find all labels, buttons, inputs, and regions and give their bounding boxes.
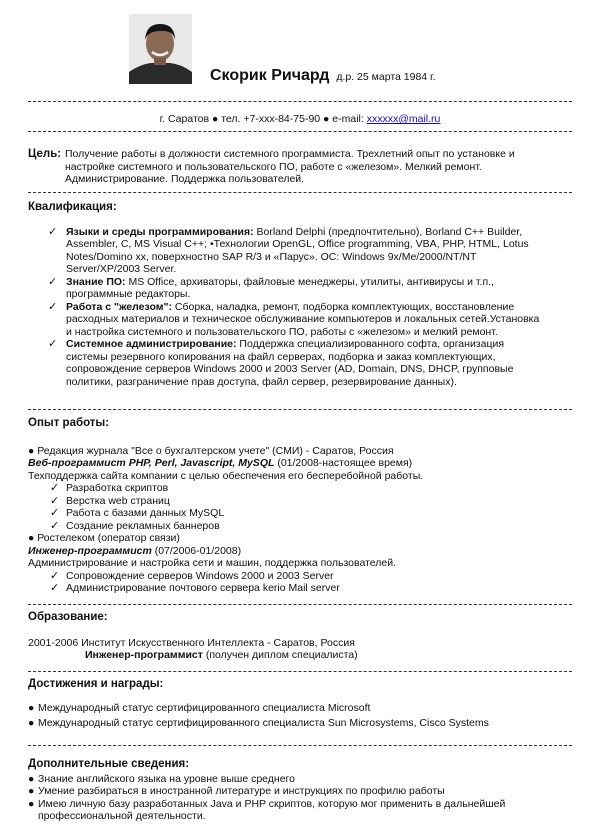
list-item (28, 702, 548, 715)
checkmark-icon: ✓ (50, 569, 60, 582)
list-item (28, 773, 548, 786)
task-text: Сопровождение серверов Windows 2000 и 2003 Server (66, 569, 334, 582)
list-item (28, 520, 548, 533)
education-note: (получен диплом специалиста) (202, 649, 358, 661)
task-text: Создание рекламных баннеров (66, 519, 220, 532)
item-label: Знание ПО: (66, 275, 126, 288)
job-entry (28, 445, 548, 533)
list-item (28, 338, 548, 388)
bullet-icon: ● (28, 701, 35, 714)
list-item (28, 785, 548, 798)
divider (28, 671, 572, 672)
item-text: Имею личную базу разработанных Java и PHP скриптов, которую мог применить в дальнейшей профессиональной деятельности. (38, 797, 506, 822)
task-text: Разработка скриптов (66, 482, 169, 494)
objective-section (28, 148, 548, 186)
job-tasks (28, 482, 548, 532)
list-item (28, 495, 548, 508)
task-text: Администрирование почтового сервера kerio Mail server (66, 582, 340, 594)
checkmark-icon: ✓ (50, 482, 60, 494)
job-entry (28, 532, 548, 595)
qualification-section (28, 201, 548, 388)
list-item (28, 301, 548, 339)
additional-section (28, 758, 548, 823)
bullet-icon: ● (28, 785, 35, 797)
additional-list (28, 773, 548, 823)
item-label: Языки и среды программирования: (66, 225, 254, 238)
job-company: ● Ростелеком (оператор связи) (28, 532, 180, 544)
item-label: Работа с "железом": (66, 300, 172, 313)
bullet-icon: ● (28, 772, 35, 785)
qualification-title: Квалификация: (28, 201, 117, 213)
experience-section (28, 417, 548, 595)
divider (28, 101, 572, 102)
item-text: Поддержка специализированного софта, организация системы резервного копирования на файл серверах, подборка и заказ комплектующих, сопровождение серверов Windows 2000 и 2003 Server (AD, Domain, DNS, DHCP, групповые политики, разграничение прав доступа, файл сервер, резервирование данных). (66, 338, 514, 388)
full-name: Скорик Ричард (210, 67, 330, 84)
item-text: MS Office, архиваторы, файловые менеджеры, утилиты, антивирусы и т.п., программные редакторы. (66, 275, 494, 300)
education-title: Образование: (28, 611, 108, 623)
list-item (28, 507, 548, 520)
task-text: Верстка web страниц (66, 494, 170, 507)
achievements-list (28, 702, 548, 730)
list-item (28, 482, 548, 495)
contacts-text: г. Саратов ● тел. +7-xxx-84-75-90 ● e-mail: (159, 113, 367, 125)
checkmark-icon: ✓ (48, 275, 58, 288)
job-description: Администрирование и настройка сети и машин, поддержка пользователей. (28, 557, 397, 569)
job-description: Техподдержка сайта компании с целью обеспечения его бесперебойной работы. (28, 469, 424, 482)
divider (28, 409, 572, 410)
job-position: Веб-программист PHP, Perl, Javascript, MySQL (28, 457, 275, 469)
education-degree: Инженер-программист (85, 649, 203, 661)
item-label: Системное администрирование: (66, 338, 237, 350)
contacts-line (0, 113, 600, 126)
item-text: Borland Delphi (предпочтительно), Borland C++ Builder, Assembler, C, MS Visual C++; •Технологии OpenGL, Office programming, VBA, PHP, HTML, Lotus Notes/Domino xx, поверхностно SAP R/3 и «Парус». ОС: Windows 9x/Me/2000/NT/NT Server/XP/2003 Server. (66, 225, 529, 275)
checkmark-icon: ✓ (50, 494, 60, 507)
email-link[interactable]: xxxxxx@mail.ru (366, 113, 441, 125)
list-item (28, 582, 548, 595)
divider (28, 192, 572, 193)
checkmark-icon: ✓ (50, 582, 60, 594)
divider (28, 745, 572, 746)
divider (28, 131, 572, 132)
bullet-icon: ● (28, 717, 35, 729)
checkmark-icon: ✓ (48, 300, 58, 313)
list-item (28, 798, 548, 823)
education-section (28, 611, 548, 662)
date-of-birth: д.р. 25 марта 1984 г. (336, 71, 436, 83)
item-text: Сборка, наладка, ремонт, подборка комплектующих, восстановление расходных материалов и техническое обслуживание компьютеров и локальных сетей.Установка и настройка системного и пользовательского ПО, работы с «железом» и мелкий ремонт. (66, 300, 540, 338)
additional-title: Дополнительные сведения: (28, 758, 190, 770)
objective-label: Цель: (28, 148, 62, 160)
item-text: Международный статус сертифицированного специалиста Microsoft (38, 701, 371, 714)
job-company: ● Редакция журнала "Все о бухгалтерском учете" (СМИ) - Саратов, Россия (28, 444, 394, 457)
achievements-title: Достижения и награды: (28, 678, 164, 690)
job-period: (07/2006-01/2008) (151, 544, 242, 557)
checkmark-icon: ✓ (50, 519, 60, 532)
education-line: 2001-2006 Институт Искусственного Интеллекта - Саратов, Россия (28, 636, 355, 649)
item-text: Знание английского языка на уровне выше среднего (38, 772, 295, 785)
achievements-section (28, 678, 548, 730)
profile-photo (129, 14, 192, 84)
list-item (28, 717, 548, 730)
list-item (28, 226, 548, 276)
person-portrait-icon (129, 14, 192, 84)
checkmark-icon: ✓ (50, 507, 60, 519)
experience-title: Опыт работы: (28, 417, 110, 429)
list-item (28, 570, 548, 583)
job-period: (01/2008-настоящее время) (274, 457, 413, 469)
checkmark-icon: ✓ (48, 338, 58, 350)
objective-text: Получение работы в должности системного программиста. Трехлетний опыт по установке и настройке системного и пользовательского ПО, работе с «железом». Мелкий ремонт. Администрирование. Поддержка пользователей. (65, 148, 515, 185)
job-tasks (28, 570, 548, 595)
job-position: Инженер-программист (28, 544, 152, 557)
list-item (28, 276, 548, 301)
item-text: Умение разбираться в иностранной литературе и инструкциях по профилю работы (38, 785, 445, 797)
item-text: Международный статус сертифицированного специалиста Sun Microsystems, Cisco Systems (38, 717, 489, 729)
bullet-icon: ● (28, 797, 35, 810)
task-text: Работа с базами данных MySQL (66, 507, 225, 519)
qualification-list (28, 226, 548, 389)
divider (28, 604, 572, 605)
name-line (210, 67, 436, 84)
checkmark-icon: ✓ (48, 225, 58, 238)
